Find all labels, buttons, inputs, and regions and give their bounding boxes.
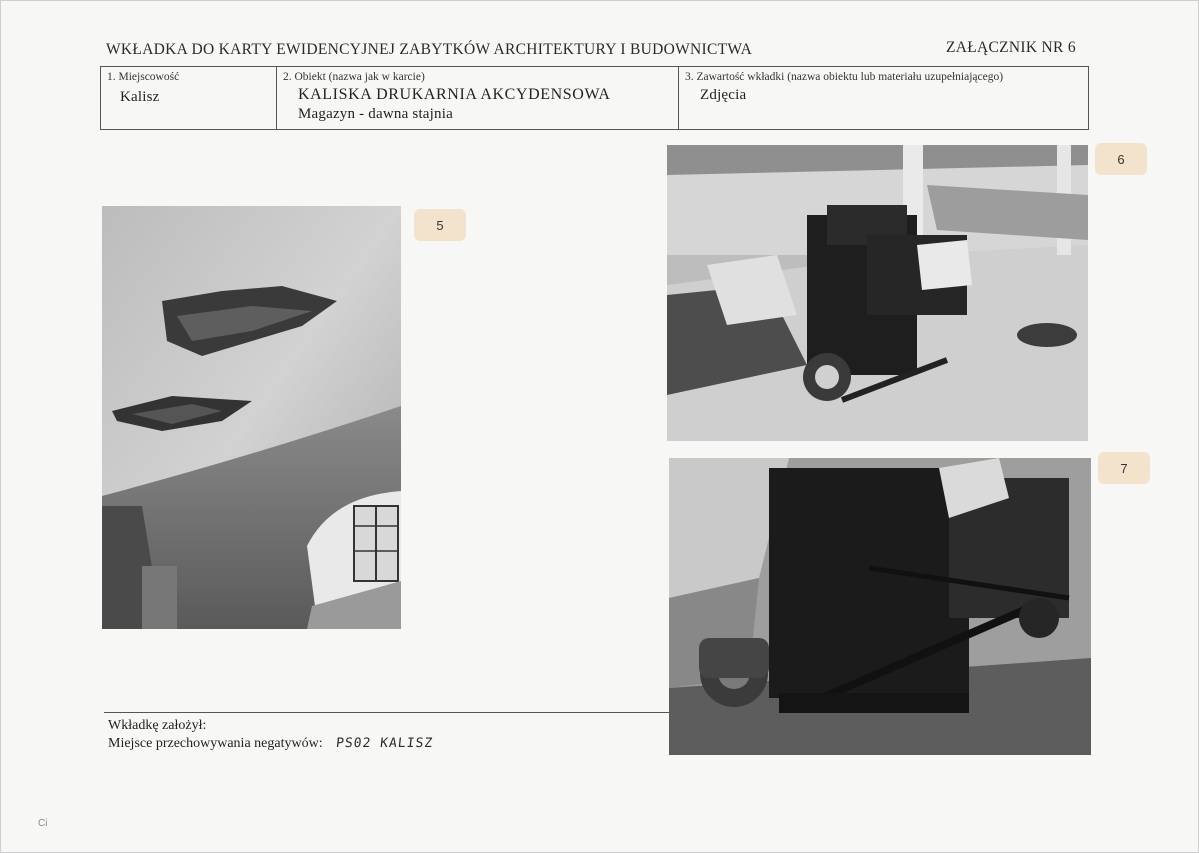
photo-number-tag: 6 [1095,143,1147,175]
negatives-location-label: Miejsce przechowywania negatywów: [108,736,323,751]
metadata-table [100,66,1089,130]
photo-press-closeup [669,458,1091,755]
annex-number: ZAŁĄCZNIK NR 6 [946,39,1076,56]
negatives-location-line [108,736,433,752]
locality-cell [101,67,277,129]
object-label: 2. Obiekt (nazwa jak w karcie) [283,71,425,83]
photo-ceiling-damage [102,206,401,629]
object-name: KALISKA DRUKARNIA AKCYDENSOWA [298,86,611,103]
contents-value: Zdjęcia [700,87,747,103]
footer-divider [104,712,669,713]
negatives-location-value: PS02 KALISZ [335,736,434,751]
corner-mark: Ci [38,818,48,829]
object-subtitle: Magazyn - dawna stajnia [298,106,453,122]
founded-by-label: Wkładkę założył: [108,718,207,733]
locality-label: 1. Miejscowość [107,71,180,83]
contents-label: 3. Zawartość wkładki (nazwa obiektu lub materiału uzupełniającego) [685,71,1004,83]
object-cell [277,67,679,129]
document-title: WKŁADKA DO KARTY EWIDENCYJNEJ ZABYTKÓW ARCHITEKTURY I BUDOWNICTWA [106,41,753,58]
photo-number-tag: 7 [1098,452,1150,484]
photo-number-tag: 5 [414,209,466,241]
locality-value: Kalisz [120,89,160,105]
photo-printing-press [667,145,1088,441]
contents-cell [679,67,1088,129]
